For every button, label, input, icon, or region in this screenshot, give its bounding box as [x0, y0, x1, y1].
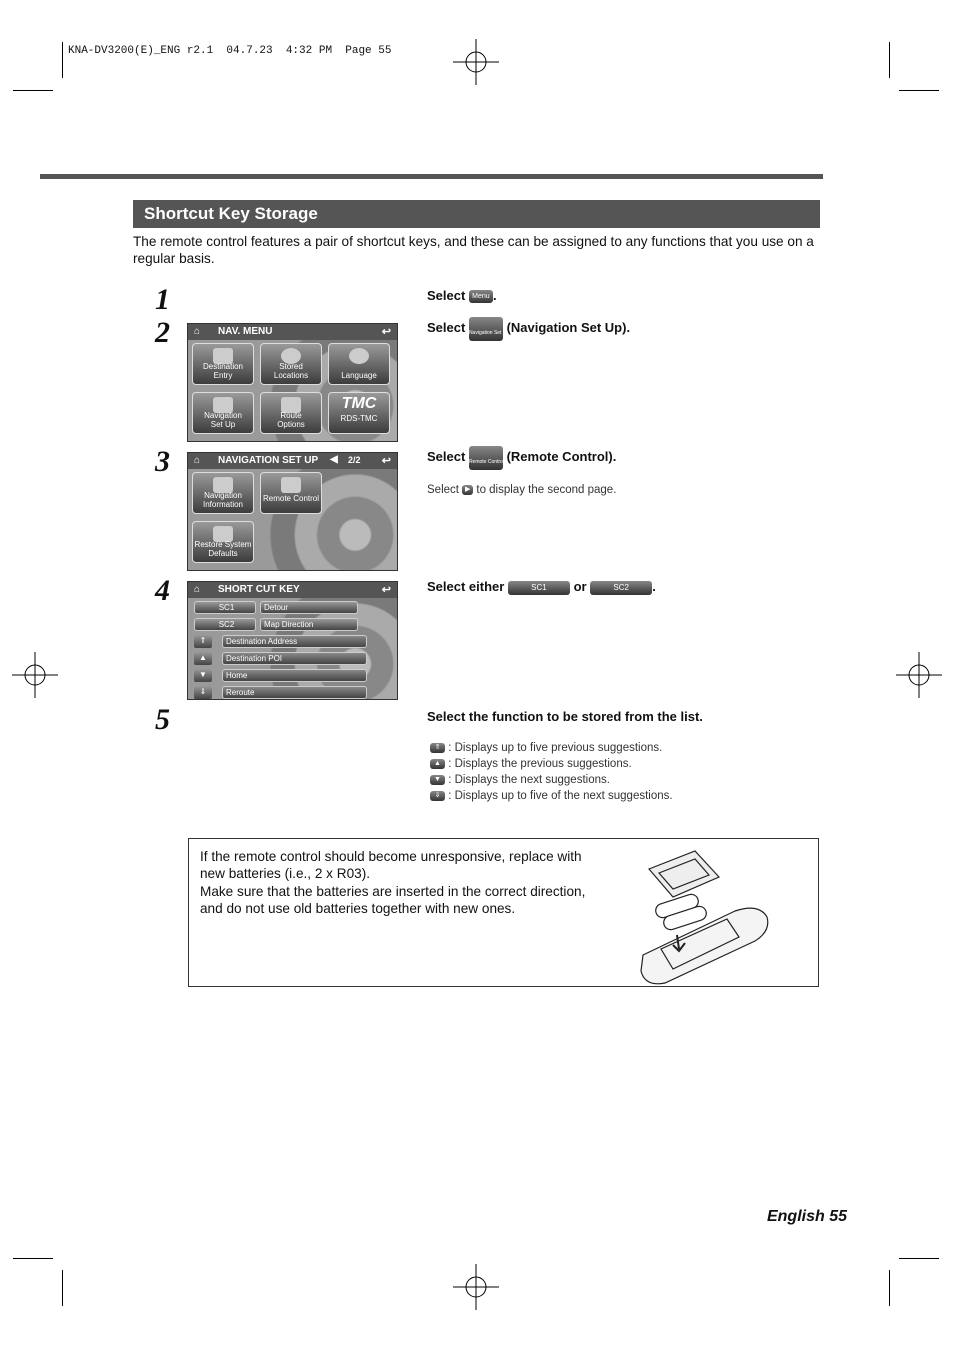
- registration-mark-icon: [453, 1264, 499, 1310]
- list-item[interactable]: Reroute: [222, 686, 367, 699]
- step-4-instruction: [427, 579, 656, 595]
- sc1-value: Detour: [260, 601, 358, 614]
- section-title-bar: [133, 200, 820, 228]
- screen-title: SHORT CUT KEY: [218, 584, 300, 595]
- button-label: RDS-TMC: [340, 414, 378, 423]
- step-text: Select either: [427, 579, 505, 594]
- navigation-information-button[interactable]: [192, 472, 254, 514]
- sc2-value: Map Direction: [260, 618, 358, 631]
- step-text: (Remote Control).: [506, 449, 617, 464]
- down-arrow-icon: ▼: [430, 775, 445, 785]
- down-arrow-button[interactable]: ▼: [194, 669, 212, 682]
- page-down-button[interactable]: ⇓: [194, 686, 212, 699]
- sc1-button[interactable]: SC1: [194, 601, 256, 614]
- note-text: : Displays the previous suggestions.: [448, 758, 632, 770]
- crop-mark: [62, 42, 63, 78]
- route-options-button[interactable]: [260, 392, 322, 434]
- note-text: : Displays up to five previous suggestions.: [448, 742, 663, 754]
- registration-mark-icon: [12, 652, 58, 698]
- crop-mark: [13, 1258, 53, 1259]
- step-text: (Navigation Set Up).: [506, 320, 631, 335]
- navigation-setup-button[interactable]: [192, 392, 254, 434]
- crop-mark: [13, 90, 53, 91]
- button-label: Destination Entry: [202, 362, 244, 380]
- step-1-instruction: [427, 288, 497, 303]
- top-rule: [40, 174, 823, 179]
- step-number: 5: [155, 703, 170, 736]
- crop-mark: [899, 90, 939, 91]
- step-number: 1: [155, 283, 170, 316]
- list-item[interactable]: Home: [222, 669, 367, 682]
- note-text: Select: [427, 484, 459, 496]
- map-icon: ⌂: [194, 455, 201, 466]
- note-text: : Displays the next suggestions.: [448, 774, 610, 786]
- remote-control-icon: Remote Control: [469, 446, 503, 470]
- step-text: .: [652, 579, 656, 594]
- registration-mark-icon: [453, 39, 499, 85]
- navigation-setup-screen: [187, 452, 398, 571]
- up-arrow-button[interactable]: ▲: [194, 652, 212, 665]
- remote-battery-illustration-icon: [635, 847, 775, 985]
- button-label: Stored Locations: [273, 362, 309, 380]
- screen-title-bar: [188, 324, 397, 340]
- navigation-setup-icon: Navigation Set Up: [469, 317, 503, 341]
- remote-icon: [281, 477, 301, 493]
- note-text: to display the second page.: [476, 484, 617, 496]
- destination-entry-button[interactable]: [192, 343, 254, 385]
- menu-icon: Menu: [469, 290, 493, 303]
- step-text: Select: [427, 449, 466, 464]
- button-label: Remote Control: [262, 494, 320, 503]
- scroll-note: [430, 758, 632, 770]
- button-label: Language: [341, 371, 377, 380]
- page-footer: English 55: [766, 1208, 847, 1225]
- language-button[interactable]: [328, 343, 390, 385]
- up-arrow-icon: ▲: [430, 759, 445, 769]
- intro-text: The remote control features a pair of shortcut keys, and these can be assigned to any functions that you use on a regular basis.: [133, 234, 814, 266]
- step-number: 2: [155, 316, 170, 349]
- prev-page-icon[interactable]: ◀: [330, 454, 338, 465]
- step-2-instruction: [427, 316, 630, 341]
- tmc-logo: TMC: [341, 395, 377, 412]
- note-text: : Displays up to five of the next suggestions.: [448, 790, 673, 802]
- print-header: KNA-DV3200(E)_ENG r2.1 04.7.23 4:32 PM Page 55: [68, 45, 392, 57]
- list-item[interactable]: Destination Address: [222, 635, 367, 648]
- crop-mark: [889, 1270, 890, 1306]
- screen-title: NAVIGATION SET UP: [218, 455, 319, 466]
- step-text: Select: [427, 288, 466, 303]
- stored-locations-button[interactable]: [260, 343, 322, 385]
- page-indicator: 2/2: [348, 455, 361, 465]
- step-3-instruction: [427, 445, 616, 470]
- button-label: Navigation Set Up: [204, 411, 242, 429]
- step-text: Select: [427, 320, 466, 335]
- screen-title-bar: [188, 582, 397, 598]
- screen-title-bar: [188, 453, 397, 469]
- scroll-note: [430, 774, 610, 786]
- step-text: or: [573, 579, 587, 594]
- page-up-button[interactable]: ⇑: [194, 635, 212, 648]
- page-down-icon: ⇓: [430, 791, 445, 801]
- registration-mark-icon: [896, 652, 942, 698]
- remote-control-button[interactable]: [260, 472, 322, 514]
- return-icon[interactable]: ↩: [381, 326, 391, 338]
- scroll-note: [430, 790, 673, 802]
- sc2-icon: SC2: [590, 581, 652, 595]
- map-icon: ⌂: [194, 326, 201, 337]
- battery-warning-text: If the remote control should become unresponsive, replace with new batteries (i.e., 2 x R03). Make sure that the batteries are inserted in the correct direction, and do not use old batteries together with new ones.: [200, 849, 586, 917]
- button-label: Navigation Information: [202, 491, 244, 509]
- scroll-note: [430, 742, 662, 754]
- button-label: Restore System Defaults: [194, 540, 252, 558]
- nav-menu-screen: [187, 323, 398, 442]
- step-number: 3: [155, 445, 170, 478]
- page-up-icon: ⇑: [430, 743, 445, 753]
- screen-title: NAV. MENU: [218, 326, 273, 337]
- battery-warning-box: [188, 838, 819, 987]
- crop-mark: [889, 42, 890, 78]
- step-number: 4: [155, 574, 170, 607]
- map-icon: ⌂: [194, 584, 201, 595]
- step-text: .: [492, 288, 497, 303]
- restore-defaults-button[interactable]: [192, 521, 254, 563]
- button-label: Route Options: [277, 411, 305, 429]
- list-item[interactable]: Destination POI: [222, 652, 367, 665]
- shortcut-key-screen: [187, 581, 398, 700]
- sc1-icon: SC1: [508, 581, 570, 595]
- next-page-icon: ▶: [462, 485, 473, 495]
- step-5-instruction: Select the function to be stored from the list.: [427, 709, 703, 724]
- speech-icon: [349, 348, 369, 364]
- sc2-button[interactable]: SC2: [194, 618, 256, 631]
- rds-tmc-button[interactable]: [328, 392, 390, 434]
- section-title: Shortcut Key Storage: [144, 204, 318, 223]
- crop-mark: [899, 1258, 939, 1259]
- return-icon[interactable]: ↩: [381, 455, 391, 467]
- return-icon[interactable]: ↩: [381, 584, 391, 596]
- step-3-note: [427, 484, 616, 496]
- crop-mark: [62, 1270, 63, 1306]
